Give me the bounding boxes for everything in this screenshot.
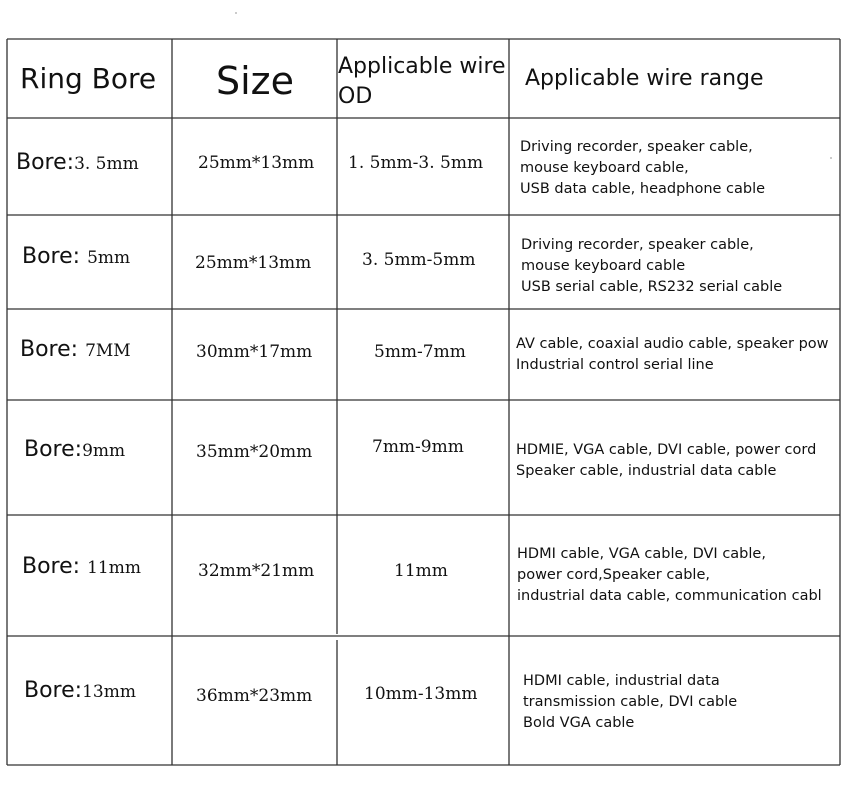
wire-range-line: HDMI cable, industrial data xyxy=(523,673,720,689)
size-value: 25mm*13mm xyxy=(198,153,315,173)
wire-od-value: 10mm-13mm xyxy=(364,684,478,704)
wire-range-text xyxy=(517,544,822,607)
bore-value: 3. 5mm xyxy=(74,154,139,174)
wire-od-value: 1. 5mm-3. 5mm xyxy=(348,153,484,173)
wire-od-value: 7mm-9mm xyxy=(372,437,464,457)
speck xyxy=(235,12,237,14)
wire-range-line: Driving recorder, speaker cable, xyxy=(521,237,754,253)
bore-cell xyxy=(22,554,141,579)
wire-range-line: Driving recorder, speaker cable, xyxy=(520,139,753,155)
wire-range-line: HDMIE, VGA cable, DVI cable, power cord xyxy=(516,442,817,458)
speck xyxy=(830,157,832,159)
wire-range-line: Industrial control serial line xyxy=(516,357,714,373)
wire-range-text xyxy=(516,334,829,376)
wire-range-line: power cord,Speaker cable, xyxy=(517,567,710,583)
size-value: 35mm*20mm xyxy=(196,442,313,462)
bore-label: Bore: xyxy=(22,244,88,269)
bore-label: Bore: xyxy=(24,437,83,462)
wire-od-value: 3. 5mm-5mm xyxy=(362,250,476,270)
bore-cell xyxy=(16,150,139,175)
wire-range-line: mouse keyboard cable, xyxy=(520,160,689,176)
wire-range-text xyxy=(521,235,782,298)
bore-value: 7MM xyxy=(85,341,131,361)
wire-range-text xyxy=(523,671,737,734)
wire-range-text xyxy=(520,137,765,200)
wire-od-value: 11mm xyxy=(394,561,448,581)
size-value: 25mm*13mm xyxy=(195,253,312,273)
bore-value: 9mm xyxy=(82,441,126,461)
wire-range-line: Speaker cable, industrial data cable xyxy=(516,463,777,479)
bore-value: 13mm xyxy=(82,682,136,702)
size-value: 32mm*21mm xyxy=(198,561,315,581)
bore-value: 5mm xyxy=(87,248,131,268)
bore-label: Bore: xyxy=(16,150,75,175)
wire-range-line: HDMI cable, VGA cable, DVI cable, xyxy=(517,546,766,562)
bore-label: Bore: xyxy=(24,678,83,703)
wire-range-line: industrial data cable, communication cabl xyxy=(517,588,822,604)
bore-cell xyxy=(22,244,130,269)
wire-range-line: mouse keyboard cable xyxy=(521,258,686,274)
size-value: 36mm*23mm xyxy=(196,686,313,706)
bore-label: Bore: xyxy=(20,337,86,362)
wire-range-line: AV cable, coaxial audio cable, speaker pow xyxy=(516,336,829,352)
wire-od-value: 5mm-7mm xyxy=(374,342,466,362)
bore-cell xyxy=(24,437,125,462)
bore-cell xyxy=(20,337,131,362)
bore-value: 11mm xyxy=(87,558,141,578)
wire-range-line: transmission cable, DVI cable xyxy=(523,694,738,710)
wire-range-line: USB data cable, headphone cable xyxy=(520,181,766,197)
header-size: Size xyxy=(216,59,295,103)
size-value: 30mm*17mm xyxy=(196,342,313,362)
header-wire-od: Applicable wire OD xyxy=(338,54,506,109)
wire-range-text xyxy=(516,440,816,482)
wire-range-line: Bold VGA cable xyxy=(523,715,635,731)
header-wire-range: Applicable wire range xyxy=(525,66,764,91)
bore-label: Bore: xyxy=(22,554,88,579)
wire-range-line: USB serial cable, RS232 serial cable xyxy=(521,279,783,295)
bore-cell xyxy=(24,678,136,703)
header-ring-bore: Ring Bore xyxy=(20,62,157,95)
